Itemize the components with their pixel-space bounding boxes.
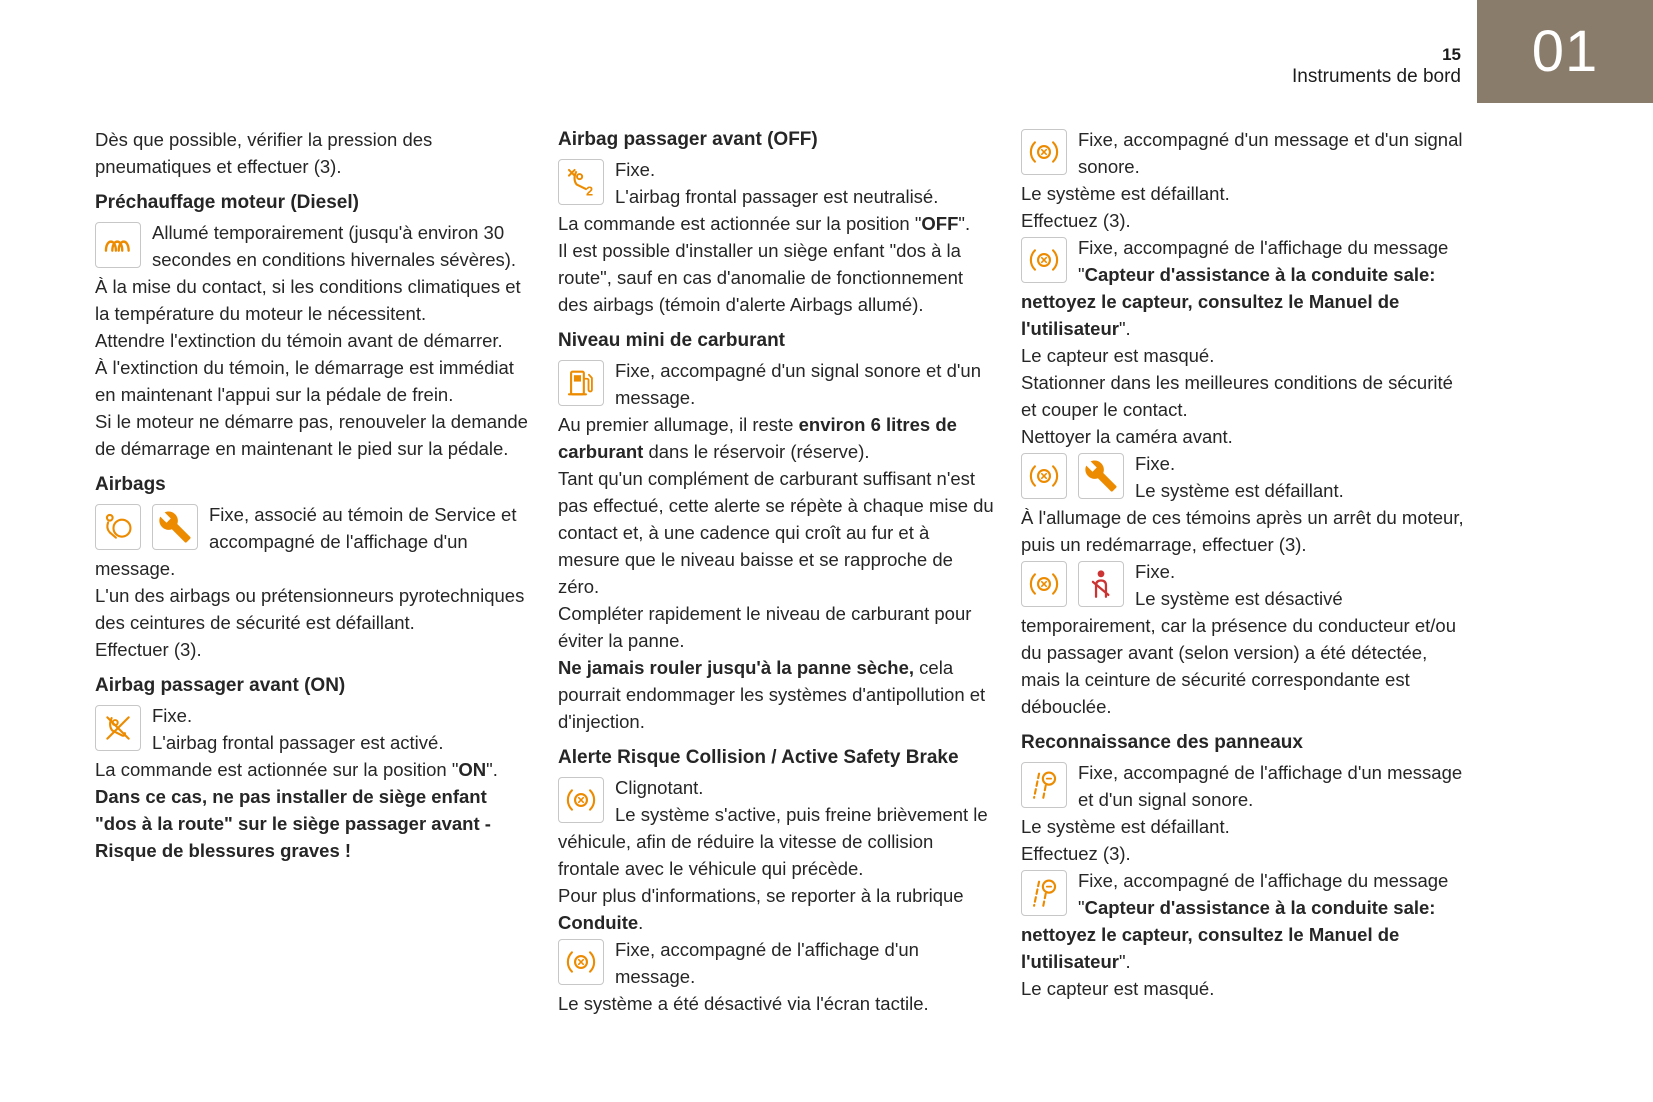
text-line	[558, 156, 996, 183]
text-line	[95, 408, 533, 462]
indicator-entry	[558, 357, 996, 411]
text-run: Le capteur est masqué.	[1021, 345, 1215, 366]
text-line	[1021, 423, 1469, 450]
indicator-entry	[558, 936, 996, 990]
text-run: À la mise du contact, si les conditions climatiques et la température du moteur le nécessitent.	[95, 276, 521, 324]
chapter-number: 01	[1531, 19, 1599, 84]
text-run: Dès que possible, vérifier la pression des pneumatiques et effectuer (3).	[95, 129, 433, 177]
indicator-entry	[95, 501, 533, 582]
text-line	[1021, 504, 1469, 558]
page-meta	[1292, 44, 1461, 89]
text-line	[558, 357, 996, 411]
indicator-entry	[1021, 759, 1469, 813]
text-run: Ne jamais rouler jusqu'à la panne sèche,	[558, 657, 915, 678]
text-run: ".	[1118, 951, 1131, 972]
text-run: Fixe, accompagné de l'affichage du message "	[1078, 237, 1449, 285]
text-run: Nettoyer la caméra avant.	[1021, 426, 1233, 447]
text-line	[1021, 759, 1469, 813]
text-line	[1021, 126, 1469, 180]
paragraph	[1021, 975, 1469, 1002]
text-run: Stationner dans les meilleures conditions de sécurité et couper le contact.	[1021, 372, 1453, 420]
paragraph	[95, 354, 533, 408]
paragraph	[558, 882, 996, 936]
paragraph	[558, 210, 996, 237]
paragraph	[558, 465, 996, 600]
collision-icon	[1021, 237, 1067, 283]
text-run: Si le moteur ne démarre pas, renouveler la demande de démarrage en maintenant le pied sur la pédale.	[95, 411, 528, 459]
section-heading: Airbags	[95, 474, 166, 495]
text-run: Pour plus d'informations, se reporter à la rubrique	[558, 885, 964, 906]
page-section-title: Instruments de bord	[1292, 66, 1461, 88]
wrench-icon	[152, 504, 198, 550]
indicator-entry	[1021, 234, 1469, 342]
text-run: Fixe.	[615, 159, 656, 180]
text-run: Fixe, accompagné de l'affichage d'un message.	[615, 939, 919, 987]
paragraph	[558, 237, 996, 318]
text-run: À l'extinction du témoin, le démarrage est immédiat en maintenant l'appui sur la pédale de frein.	[95, 357, 514, 405]
text-line	[558, 465, 996, 600]
text-line	[1021, 234, 1469, 342]
text-line	[1021, 813, 1469, 840]
text-run: Dans ce cas, ne pas installer de siège enfant "dos à la route" sur le siège passager avant - Risque de blessures graves !	[95, 786, 491, 861]
paragraph	[1021, 180, 1469, 207]
text-run: Effectuez (3).	[1021, 843, 1131, 864]
text-line	[1021, 207, 1469, 234]
section-heading: Niveau mini de carburant	[558, 330, 786, 351]
section-heading: Reconnaissance des panneaux	[1021, 732, 1303, 753]
paragraph	[95, 636, 533, 663]
text-run: L'un des airbags ou prétensionneurs pyrotechniques des ceintures de sécurité est défaillant.	[95, 585, 525, 633]
text-line	[558, 990, 996, 1017]
wrench-icon	[1078, 453, 1124, 499]
indicator-entry	[1021, 450, 1469, 504]
text-run: Il est possible d'installer un siège enfant "dos à la route", sauf en cas d'anomalie de fonctionnement des airbags (témoin d'alerte Airbags allumé).	[558, 240, 964, 315]
text-run: Effectuer (3).	[95, 639, 202, 660]
text-run: L'airbag frontal passager est neutralisé.	[615, 186, 939, 207]
fuel-pump-icon	[558, 360, 604, 406]
text-run: ".	[486, 759, 498, 780]
text-run: ON	[458, 759, 487, 780]
text-run: Fixe.	[1135, 453, 1176, 474]
content-columns	[95, 126, 1469, 1017]
indicator-entry	[558, 774, 996, 882]
paragraph	[1021, 369, 1469, 423]
text-run: ".	[958, 213, 971, 234]
text-run: L'airbag frontal passager est activé.	[152, 732, 444, 753]
paragraph	[95, 756, 533, 783]
section-heading: Airbag passager avant (OFF)	[558, 129, 818, 150]
text-run: Fixe.	[152, 705, 193, 726]
text-run: Conduite	[558, 912, 639, 933]
chapter-tab	[1477, 0, 1653, 103]
text-run: Fixe.	[1135, 561, 1176, 582]
road-sign-icon	[1021, 870, 1067, 916]
text-run: Clignotant.	[615, 777, 704, 798]
text-run: Effectuez (3).	[1021, 210, 1131, 231]
text-run: OFF	[921, 213, 959, 234]
text-line	[95, 582, 533, 636]
text-line	[1021, 867, 1469, 975]
seatbelt-icon	[1078, 561, 1124, 607]
paragraph	[1021, 207, 1469, 234]
paragraph	[95, 327, 533, 354]
text-line	[95, 702, 533, 729]
collision-icon	[1021, 561, 1067, 607]
text-run: La commande est actionnée sur la position "	[95, 759, 459, 780]
paragraph	[1021, 504, 1469, 558]
text-run: Capteur d'assistance à la conduite sale: nettoyez le capteur, consultez le Manuel de l'utilisateur	[1021, 897, 1436, 972]
text-run: Fixe, accompagné de l'affichage d'un message et d'un signal sonore.	[1078, 762, 1463, 810]
paragraph	[558, 654, 996, 735]
text-run: Au premier allumage, il reste	[558, 414, 799, 435]
text-run: Allumé temporairement (jusqu'à environ 30 secondes en conditions hivernales sévères).	[152, 222, 517, 270]
text-line	[558, 411, 996, 465]
text-line	[558, 801, 996, 882]
text-line	[95, 273, 533, 327]
text-line	[558, 654, 996, 735]
column-3	[1021, 126, 1469, 1017]
text-line	[558, 237, 996, 318]
indicator-entry	[1021, 867, 1469, 975]
indicator-entry	[95, 219, 533, 273]
text-run: cela pourrait endommager les systèmes d'antipollution et d'injection.	[558, 657, 986, 732]
text-line	[95, 219, 533, 273]
text-line	[1021, 342, 1469, 369]
indicator-entry	[95, 702, 533, 756]
paragraph	[1021, 813, 1469, 840]
text-line	[558, 936, 996, 990]
road-sign-icon	[1021, 762, 1067, 808]
text-run: Le système a été désactivé via l'écran tactile.	[558, 993, 929, 1014]
text-line	[95, 126, 533, 180]
collision-icon	[1021, 453, 1067, 499]
text-line	[95, 756, 533, 783]
column-2	[558, 126, 996, 1017]
text-line	[1021, 369, 1469, 423]
text-line	[95, 636, 533, 663]
column-1	[95, 126, 533, 1017]
section-heading: Alerte Risque Collision / Active Safety Brake	[558, 747, 959, 768]
paragraph	[95, 408, 533, 462]
paragraph	[1021, 342, 1469, 369]
collision-icon	[558, 939, 604, 985]
paragraph	[95, 273, 533, 327]
text-run: Attendre l'extinction du témoin avant de démarrer.	[95, 330, 503, 351]
paragraph	[558, 990, 996, 1017]
indicator-entry	[1021, 558, 1469, 720]
text-run: Tant qu'un complément de carburant suffisant n'est pas effectué, cette alerte se répète à chaque mise du contact et, à une cadence qui croît au fur et à mesure que le niveau baisse et se rapproche de zéro.	[558, 468, 994, 597]
text-run: Le système est défaillant.	[1135, 480, 1344, 501]
text-run: ".	[1118, 318, 1131, 339]
indicator-entry	[1021, 126, 1469, 180]
text-run: Le système est défaillant.	[1021, 816, 1230, 837]
text-line	[1021, 840, 1469, 867]
text-run: dans le réservoir (réserve).	[643, 441, 870, 462]
text-run: Le système est défaillant.	[1021, 183, 1230, 204]
text-run: Le système est désactivé temporairement, car la présence du conducteur et/ou du passager avant (selon version) a été détectée, mais la ceinture de sécurité correspondante est débouclée.	[1021, 588, 1456, 717]
text-run: .	[638, 912, 644, 933]
text-line	[558, 183, 996, 210]
paragraph	[95, 783, 533, 864]
text-run: environ 6 litres de carburant	[558, 414, 957, 462]
page-number: 15	[1442, 45, 1461, 64]
text-run: Fixe, accompagné d'un signal sonore et d'un message.	[615, 360, 981, 408]
section-heading: Airbag passager avant (ON)	[95, 675, 346, 696]
airbag-on-icon	[95, 705, 141, 751]
paragraph	[95, 126, 533, 180]
text-run: La commande est actionnée sur la position "	[558, 213, 922, 234]
text-run: À l'allumage de ces témoins après un arrêt du moteur, puis un redémarrage, effectuer (3).	[1021, 507, 1464, 555]
svg-text:2: 2	[585, 183, 594, 199]
text-run: Capteur d'assistance à la conduite sale: nettoyez le capteur, consultez le Manuel de l'utilisateur	[1021, 264, 1436, 339]
text-run: Compléter rapidement le niveau de carburant pour éviter la panne.	[558, 603, 972, 651]
airbag-off-icon	[558, 159, 604, 205]
text-run: Le capteur est masqué.	[1021, 978, 1215, 999]
text-line	[95, 354, 533, 408]
collision-icon	[1021, 129, 1067, 175]
text-line	[95, 729, 533, 756]
text-run: Fixe, accompagné d'un message et d'un signal sonore.	[1078, 129, 1463, 177]
text-line	[558, 882, 996, 936]
text-line	[95, 327, 533, 354]
section-heading: Préchauffage moteur (Diesel)	[95, 192, 359, 213]
text-line	[1021, 180, 1469, 207]
text-line	[558, 600, 996, 654]
text-run: Le système s'active, puis freine brièvement le véhicule, afin de réduire la vitesse de collision frontale avec le véhicule qui précède.	[558, 804, 988, 879]
paragraph	[1021, 423, 1469, 450]
paragraph	[558, 411, 996, 465]
glow-plug-icon	[95, 222, 141, 268]
paragraph	[95, 582, 533, 636]
text-line	[95, 783, 533, 864]
indicator-entry	[558, 156, 996, 210]
collision-icon	[558, 777, 604, 823]
airbag-icon	[95, 504, 141, 550]
text-line	[558, 774, 996, 801]
paragraph	[1021, 840, 1469, 867]
paragraph	[558, 600, 996, 654]
text-run: Fixe, accompagné de l'affichage du message "	[1078, 870, 1449, 918]
text-line	[558, 210, 996, 237]
text-run: Fixe, associé au témoin de Service et accompagné de l'affichage d'un message.	[95, 504, 517, 579]
text-line	[1021, 975, 1469, 1002]
